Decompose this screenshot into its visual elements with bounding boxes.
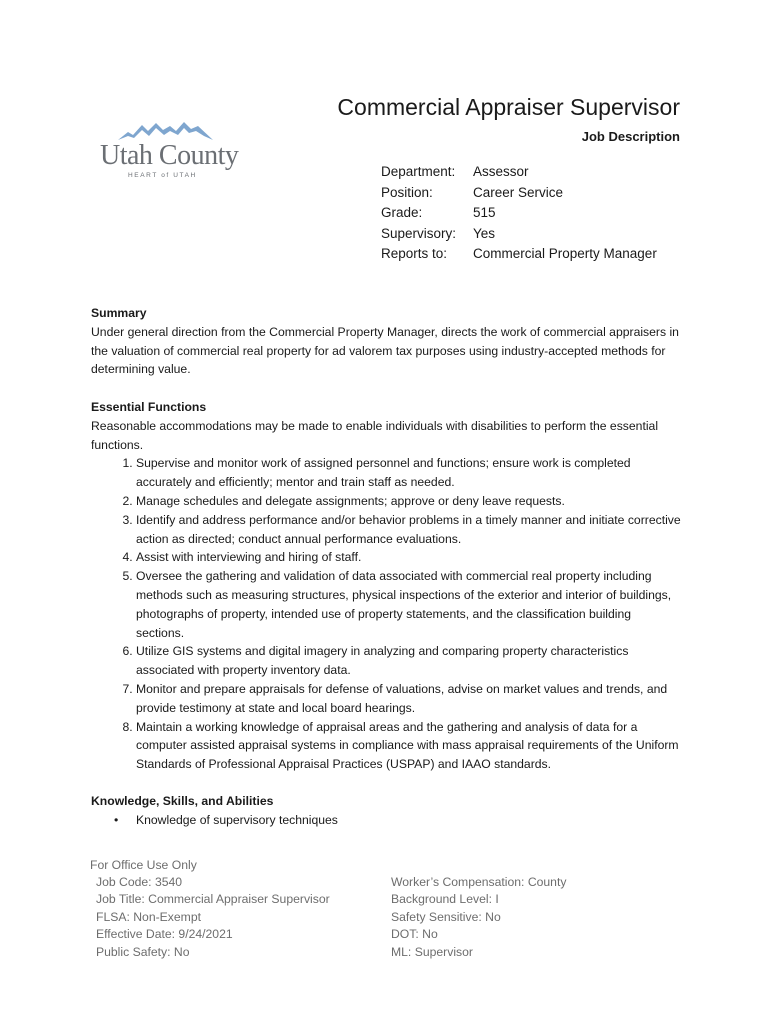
summary-text: Under general direction from the Commercial Property Manager, directs the work of commercial appraisers in the valuation of commercial real property for ad valorem tax purposes using industry-accepted methods for determining value. xyxy=(91,324,679,377)
footer-field: Job Title: Commercial Appraiser Supervisor xyxy=(96,892,330,907)
list-item: 6. Utilize GIS systems and digital imagery in analyzing and comparing property characteristics associated with property inventory data. xyxy=(136,642,681,680)
footer-field: Public Safety: No xyxy=(96,944,190,959)
detail-value: 515 xyxy=(473,205,496,220)
list-item: • Knowledge of supervisory techniques xyxy=(136,811,681,830)
footer-field: FLSA: Non-Exempt xyxy=(96,909,201,924)
footer-field: Effective Date: 9/24/2021 xyxy=(96,927,233,942)
footer-field: Job Code: 3540 xyxy=(96,875,183,889)
summary-section xyxy=(91,304,681,379)
utah-county-logo xyxy=(100,120,239,182)
detail-row-position xyxy=(381,183,657,204)
summary-heading: Summary xyxy=(91,306,147,320)
footer-field: Safety Sensitive: No xyxy=(391,909,501,924)
ksa-section xyxy=(91,792,681,830)
detail-value: Yes xyxy=(473,225,496,241)
detail-label: Department: xyxy=(381,164,456,179)
essential-functions-intro: Reasonable accommodations may be made to enable individuals with disabilities to perform the essential functions. xyxy=(91,418,659,452)
detail-row-reports-to xyxy=(381,244,657,265)
detail-label: Reports to: xyxy=(381,246,448,261)
essential-functions-list xyxy=(91,454,681,774)
footer-field: Worker’s Compensation: County xyxy=(391,875,567,889)
detail-row-grade xyxy=(381,203,657,224)
detail-row-department xyxy=(381,162,657,183)
footer-field: Background Level: I xyxy=(391,892,499,907)
detail-label: Grade: xyxy=(381,205,423,220)
list-item: 4. Assist with interviewing and hiring of staff. xyxy=(136,548,681,567)
footer-right-column xyxy=(391,874,566,961)
detail-row-supervisory xyxy=(381,224,657,245)
mountain-logo-icon xyxy=(118,120,213,142)
essential-functions-section xyxy=(91,398,681,774)
detail-value: Commercial Property Manager xyxy=(473,246,657,261)
list-item: 1. Supervise and monitor work of assigned personnel and functions; ensure work is completed accurately and efficiently; mentor and train staff as needed. xyxy=(136,454,681,492)
footer-left-column xyxy=(96,874,330,961)
job-details xyxy=(381,162,657,265)
list-item: 8. Maintain a working knowledge of appraisal areas and the gathering and analysis of data for a computer assisted appraisal systems in compliance with mass appraisal requirements of the Uniform Standards of Professional Appraisal Practices (USPAP) and IAAO standards. xyxy=(136,718,681,774)
detail-label: Position: xyxy=(381,184,433,200)
logo-tagline: HEART of UTAH xyxy=(128,172,197,179)
footer-field: ML: Supervisor xyxy=(391,944,473,959)
list-item: 3. Identify and address performance and/or behavior problems in a timely manner and initiate corrective action as directed; conduct annual performance evaluations. xyxy=(136,511,681,549)
ksa-heading: Knowledge, Skills, and Abilities xyxy=(91,794,274,808)
list-item: 7. Monitor and prepare appraisals for defense of valuations, advise on market values and trends, and provide testimony at state and local board hearings. xyxy=(136,680,681,718)
detail-value: Career Service xyxy=(473,184,564,200)
office-use-footer xyxy=(90,857,567,959)
logo-name: Utah County xyxy=(100,140,239,171)
footer-heading: For Office Use Only xyxy=(90,858,197,872)
page-title: Commercial Appraiser Supervisor xyxy=(337,94,680,120)
detail-label: Supervisory: xyxy=(381,225,457,241)
essential-functions-heading: Essential Functions xyxy=(91,400,207,414)
page-subtitle: Job Description xyxy=(581,129,680,144)
list-item: 2. Manage schedules and delegate assignments; approve or deny leave requests. xyxy=(136,492,681,511)
footer-field: DOT: No xyxy=(391,927,438,942)
detail-value: Assessor xyxy=(473,164,529,179)
list-item: 5. Oversee the gathering and validation of data associated with commercial real property including methods such as measuring structures, physical inspections of the exterior and interior of buildings, photographs of property, intended use of property statements, and the classification building sections. xyxy=(136,567,681,642)
ksa-list xyxy=(91,811,681,830)
